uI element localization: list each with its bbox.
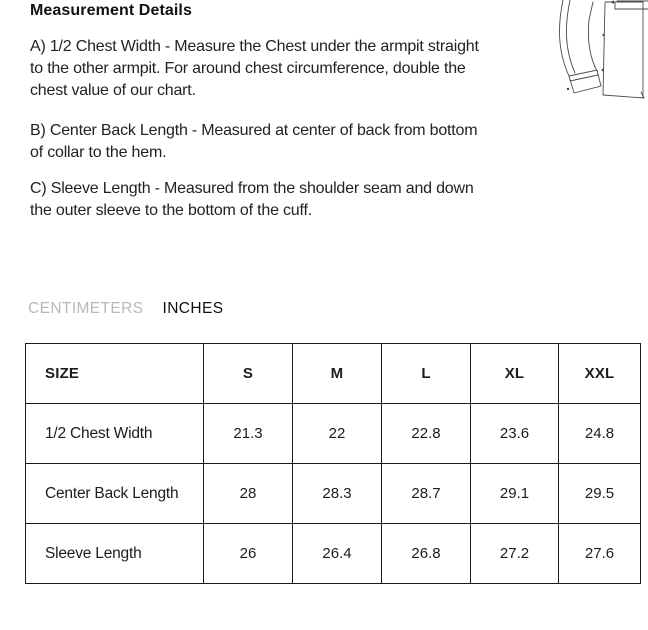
tab-centimeters[interactable]: CENTIMETERS [28, 300, 144, 317]
tab-inches[interactable]: INCHES [162, 300, 224, 317]
cell-value: 22.8 [382, 404, 471, 464]
column-header-l: L [382, 344, 471, 404]
cell-value: 21.3 [204, 404, 293, 464]
cell-value: 28.7 [382, 464, 471, 524]
row-label: Center Back Length [26, 464, 204, 524]
cell-value: 29.5 [559, 464, 641, 524]
cell-value: 26.4 [293, 524, 382, 584]
row-label: Sleeve Length [26, 524, 204, 584]
column-header-size: SIZE [26, 344, 204, 404]
shirt-sketch-illustration [555, 0, 648, 108]
row-label: 1/2 Chest Width [26, 404, 204, 464]
cell-value: 28 [204, 464, 293, 524]
cell-value: 23.6 [471, 404, 559, 464]
measurement-note-chest: A) 1/2 Chest Width - Measure the Chest under the armpit straight to the other armpit. For around chest circumference, double the chest value of our chart. [30, 38, 479, 99]
cell-value: 26.8 [382, 524, 471, 584]
cell-value: 28.3 [293, 464, 382, 524]
cell-value: 22 [293, 404, 382, 464]
table-row-center-back-length [26, 464, 641, 524]
unit-toggle [28, 300, 223, 318]
cell-value: 29.1 [471, 464, 559, 524]
column-header-xxl: XXL [559, 344, 641, 404]
table-header-row [26, 344, 641, 404]
table-row-chest-width [26, 404, 641, 464]
cell-value: 26 [204, 524, 293, 584]
measurement-note-sleeve: C) Sleeve Length - Measured from the shoulder seam and down the outer sleeve to the bottom of the cuff. [30, 180, 474, 219]
cell-value: 24.8 [559, 404, 641, 464]
column-header-m: M [293, 344, 382, 404]
column-header-s: S [204, 344, 293, 404]
measurement-note-back-length: B) Center Back Length - Measured at center of back from bottom of collar to the hem. [30, 122, 478, 161]
cell-value: 27.6 [559, 524, 641, 584]
size-chart-table [25, 343, 641, 584]
table-row-sleeve-length [26, 524, 641, 584]
cell-value: 27.2 [471, 524, 559, 584]
column-header-xl: XL [471, 344, 559, 404]
page-title: Measurement Details [30, 2, 192, 19]
